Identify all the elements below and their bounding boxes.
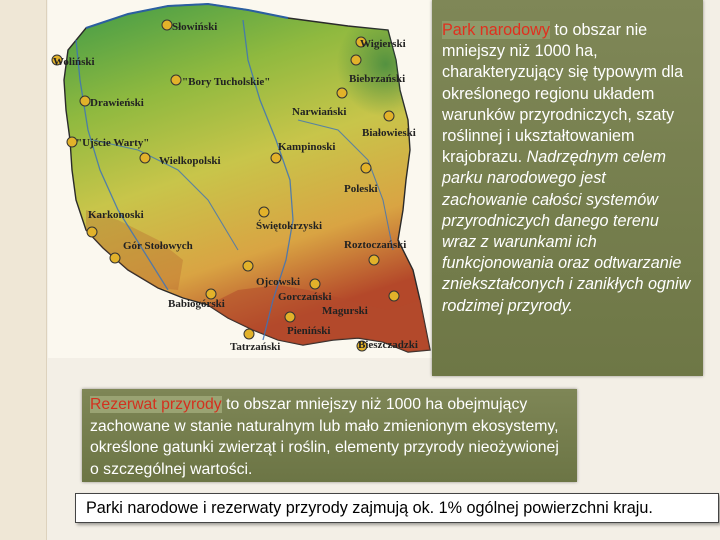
park-marker [171, 75, 181, 85]
park-marker [243, 261, 253, 271]
park-marker [384, 111, 394, 121]
park-label: Woliński [53, 56, 95, 68]
park-label: Kampinoski [278, 141, 336, 153]
park-label: Pieniński [287, 325, 331, 337]
park-marker [259, 207, 269, 217]
slide-left-strip [0, 0, 47, 540]
park-marker [80, 96, 90, 106]
park-label: Gór Stołowych [123, 240, 193, 252]
park-marker [162, 20, 172, 30]
nature-reserve-term: Rezerwat przyrody [90, 396, 222, 413]
park-label: Drawieński [90, 97, 144, 109]
park-label: "Ujście Warty" [76, 137, 150, 149]
park-label: Wigierski [360, 38, 406, 50]
park-label: Karkonoski [88, 209, 144, 221]
park-marker [285, 312, 295, 322]
park-label: Biebrzański [349, 73, 406, 85]
park-marker [271, 153, 281, 163]
park-marker [310, 279, 320, 289]
poland-national-parks-map [48, 0, 436, 358]
park-label: Narwiański [292, 106, 347, 118]
park-label: Bieszczadzki [358, 339, 418, 351]
park-marker [361, 163, 371, 173]
national-park-definition: to obszar nie mniejszy niż 1000 ha, charakteryzujący się typowym dla określonego regionu układem warunków przyrodniczych, szaty roślinnej i ukształtowaniem krajobrazu. [442, 21, 684, 167]
park-label: Białowieski [362, 127, 416, 139]
park-label: Poleski [344, 183, 378, 195]
park-marker [87, 227, 97, 237]
park-marker [110, 253, 120, 263]
national-park-definition-box [432, 0, 703, 376]
park-marker [140, 153, 150, 163]
park-label: Świętokrzyski [256, 220, 322, 232]
park-label: Roztoczański [344, 239, 407, 251]
park-label: Ojcowski [256, 276, 300, 288]
park-label: Gorczański [278, 291, 332, 303]
park-marker [351, 55, 361, 65]
nature-reserve-definition-box [82, 389, 577, 482]
summary-footer [75, 493, 719, 523]
national-park-goal: Nadrzędnym celem parku narodowego jest zachowanie całości systemów przyrodniczych danego terenu wraz z warunkami ich funkcjonowania oraz odtwarzanie zniekształconych i zanikłych ogniw rodzimej przyrody. [442, 148, 691, 315]
park-label: "Bory Tucholskie" [182, 76, 271, 88]
map-svg [48, 0, 436, 358]
park-marker [337, 88, 347, 98]
summary-text: Parki narodowe i rezerwaty przyrody zajmują ok. 1% ogólnej powierzchni kraju. [86, 499, 653, 517]
park-label: Tatrzański [230, 341, 281, 353]
national-park-term: Park narodowy [442, 21, 550, 39]
park-label: Babiogórski [168, 298, 225, 310]
park-label: Magurski [322, 305, 368, 317]
park-label: Wielkopolski [159, 155, 221, 167]
park-label: Słowiński [172, 21, 218, 33]
nature-reserve-definition: to obszar mniejszy niż 1000 ha obejmujący zachowane w stanie naturalnym lub mało zmienionym ekosystemy, określone gatunki zwierząt i roślin, elementy przyrody nieożywionej o szczególnej wartości. [90, 396, 559, 478]
park-marker [244, 329, 254, 339]
park-marker [389, 291, 399, 301]
park-marker [369, 255, 379, 265]
